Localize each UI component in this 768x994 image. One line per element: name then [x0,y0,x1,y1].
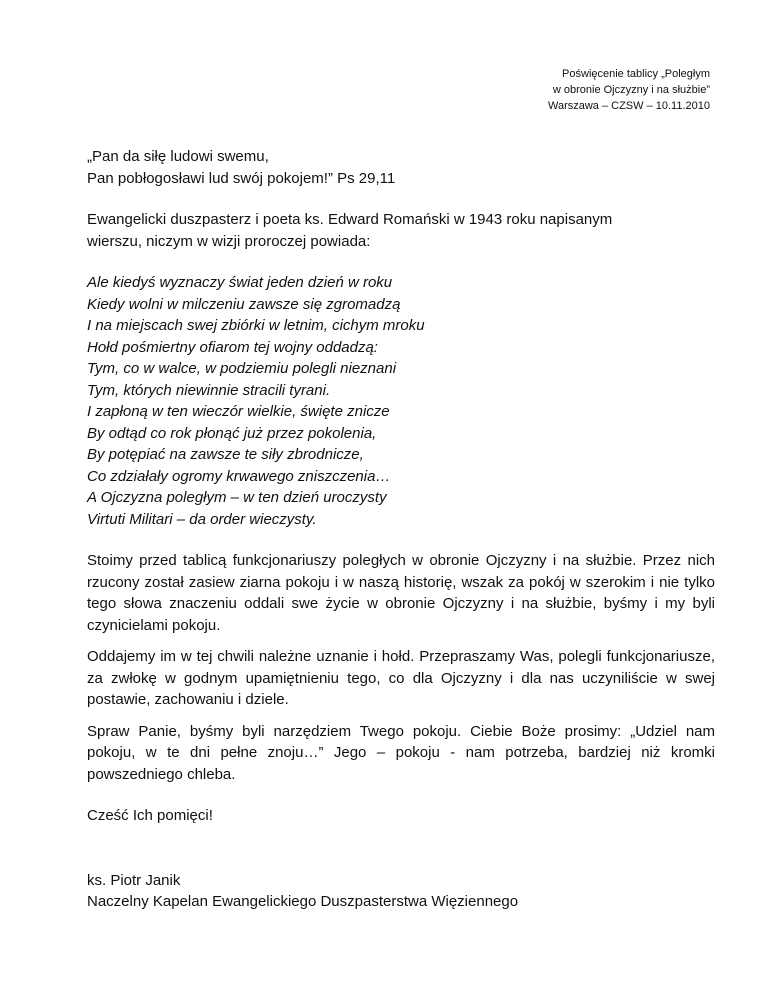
poem-line: Hołd pośmiertny ofiarom tej wojny oddadzą: [87,338,378,356]
epigraph [87,146,715,189]
poem-line: Co zdziałały ogromy krwawego zniszczenia… [87,467,391,485]
document-body [87,146,715,913]
intro-paragraph [87,209,715,252]
poem [87,272,715,530]
header-line-3: Warszawa – CZSW – 10.11.2010 [547,100,710,112]
poem-line: Tym, których niewinnie stracili tyrani. [87,381,331,399]
signature-name: ks. Piotr Janik [87,871,181,889]
signature-title: Naczelny Kapelan Ewangelickiego Duszpasterstwa Więziennego [87,893,519,910]
poem-line: A Ojczyzna poległym – w ten dzień uroczysty [87,489,387,506]
body-paragraph-2: Oddajemy im w tej chwili należne uznanie i hołd. Przepraszamy Was, polegli funkcjonariusze, za zwłokę w godnym upamiętnieniu tego, co dla Ojczyzny i dla nas uczyniliście w swej postawie, zachowaniu i dziele. [87,648,715,708]
body-paragraph-3: Spraw Panie, byśmy byli narzędziem Twego pokoju. Ciebie Boże prosimy: „Udziel nam pokoju, w te dni pełne znoju…” Jego – pokoju - nam potrzeba, bardziej niż kromki powszedniego chleba. [87,722,715,783]
header-line-1: Poświęcenie tablicy „Poległym [562,68,710,80]
intro-line-1: Ewangelicki duszpasterz i poeta ks. Edward Romański w 1943 roku napisanym [87,211,613,228]
closing-line: Cześć Ich pomięci! [87,807,213,824]
poem-line: I zapłoną w ten wieczór wielkie, święte znicze [87,403,390,420]
epigraph-line-1: „Pan da siłę ludowi swemu, [87,148,269,165]
header-line-2: w obronie Ojczyzny i na służbie” [552,84,710,96]
poem-line: Kiedy wolni w milczeniu zawsze się zgromadzą [87,295,401,313]
epigraph-line-2: Pan pobłogosławi lud swój pokojem!” Ps 29,11 [87,169,396,187]
signature [87,870,715,913]
poem-line: Virtuti Militari – da order wieczysty. [87,510,317,528]
intro-line-2: wierszu, niczym w wizji proroczej powiada: [87,232,371,250]
poem-line: Tym, co w walce, w podziemiu polegli nieznani [87,360,397,377]
body-paragraph-1: Stoimy przed tablicą funkcjonariuszy poległych w obronie Ojczyzny i na służbie. Przez nich rzucony został zasiew ziarna pokoju i w naszą historię, wszak za pokój w szerokim i nie tylko tego słowa znaczeniu oddali swe życie w obronie Ojczyzny i na służbie, byśmy i my byli czynicielami pokoju. [87,552,715,634]
poem-line: By potępiać na zawsze te siły zbrodnicze, [87,446,364,463]
poem-line: Ale kiedyś wyznaczy świat jeden dzień w roku [87,274,393,291]
poem-line: I na miejscach swej zbiórki w letnim, cichym mroku [87,317,425,334]
poem-line: By odtąd co rok płonąć już przez pokolenia, [87,424,377,442]
document-header [410,66,710,114]
